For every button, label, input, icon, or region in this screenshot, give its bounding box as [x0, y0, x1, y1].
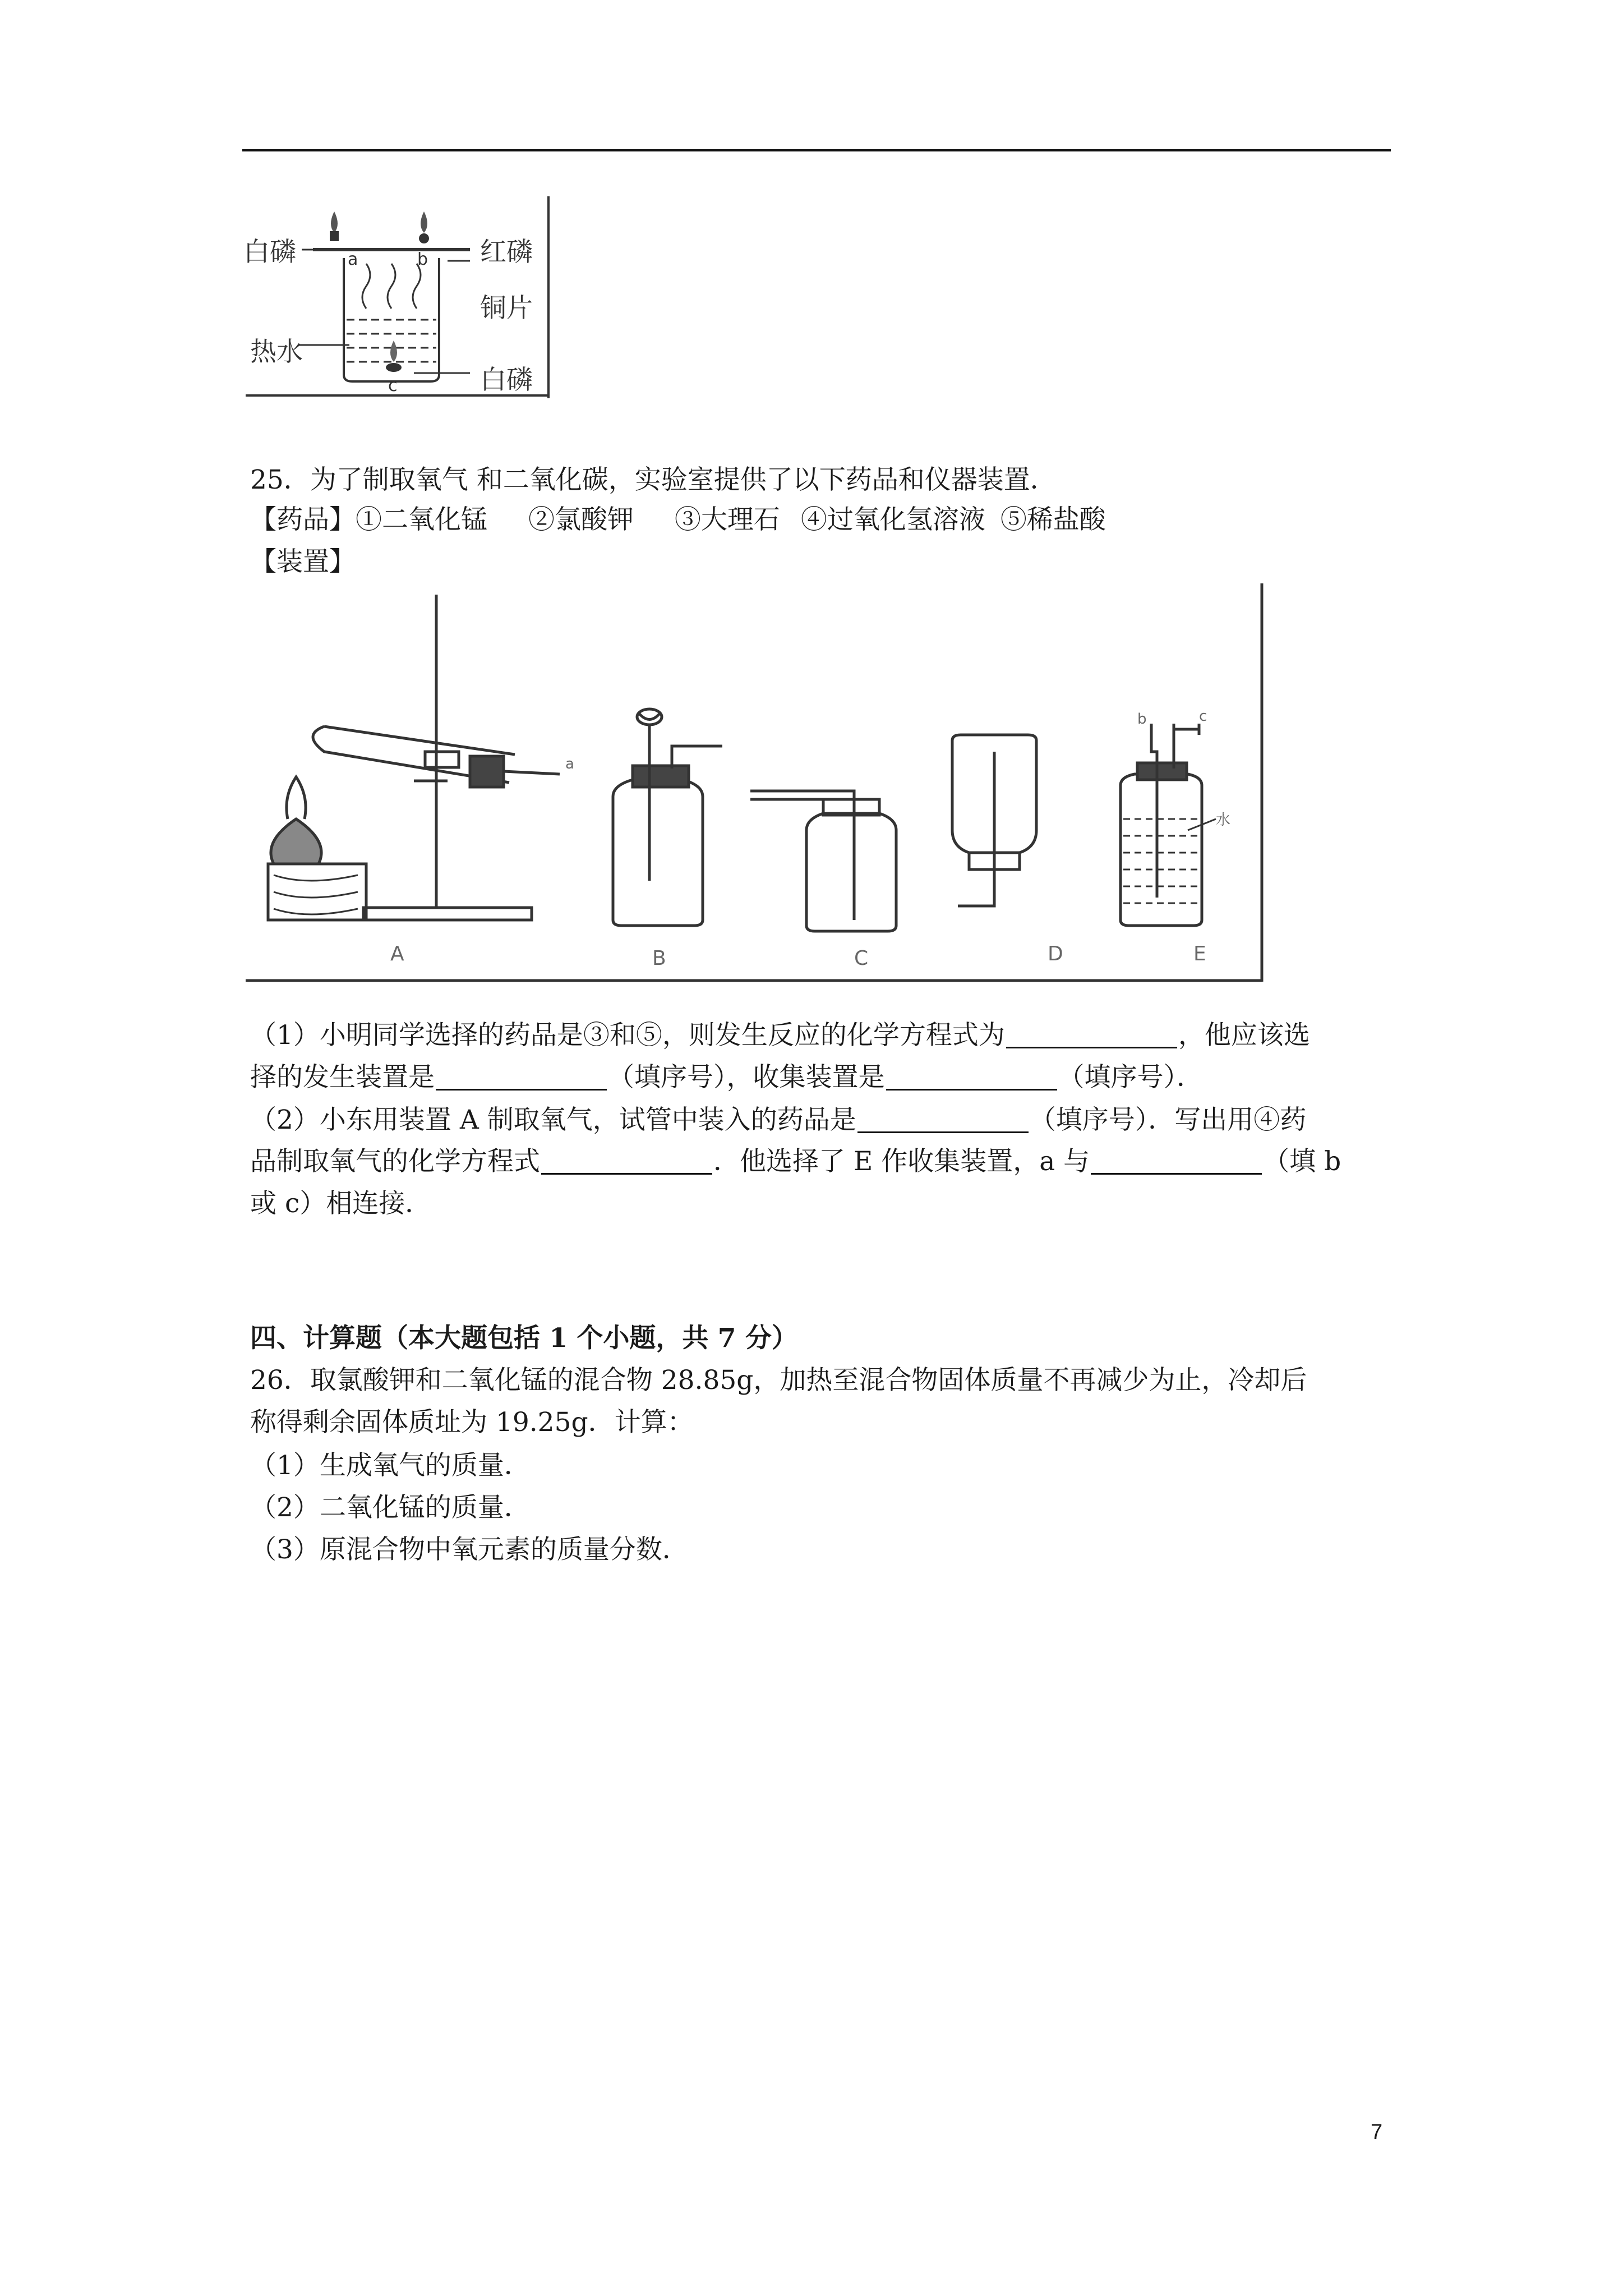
- label-white-phosphorus-bottom: 白磷: [480, 365, 533, 395]
- q25-drugs-line: [250, 504, 1106, 535]
- page-number: 7: [1371, 2120, 1383, 2144]
- label-copper-sheet: 铜片: [480, 293, 533, 324]
- answer-blank-generator[interactable]: [436, 1064, 607, 1091]
- label-white-phosphorus-top: 白磷: [243, 237, 296, 268]
- label-apparatus-d: D: [1048, 942, 1063, 965]
- q25-part2-text-c: 品制取氧气的化学方程式: [250, 1146, 540, 1177]
- phosphorus-combustion-figure: [243, 196, 551, 398]
- q25-part2-line1: [250, 1107, 1306, 1133]
- q25-part2-text-a: （2）小东用装置 A 制取氧气，试管中装入的药品是: [250, 1105, 856, 1135]
- q25-part1-line2: [250, 1064, 1203, 1091]
- label-tube-mark-a: a: [565, 756, 574, 772]
- q26-part3: （3）原混合物中氧元素的质量分数．: [250, 1534, 689, 1565]
- header-rule: [242, 149, 1391, 151]
- q25-part1-text-e: （填序号）．: [1058, 1062, 1203, 1093]
- drugs-title: 【药品】: [250, 504, 356, 535]
- label-apparatus-b: B: [652, 947, 666, 970]
- apparatus-title: 【装置】: [250, 546, 356, 577]
- drug-4: ④过氧化氢溶液: [800, 504, 985, 535]
- q25-part1-line1: [250, 1020, 1310, 1051]
- answer-blank-oxygen-equation[interactable]: [541, 1148, 712, 1175]
- q25-part2-text-b: （填序号）．写出用④药: [1029, 1105, 1307, 1135]
- section4-heading: 四、计算题（本大题包括 1 个小题，共 7 分）: [250, 1323, 798, 1354]
- q25-part2-text-e: （填 b: [1263, 1146, 1341, 1177]
- q26-line1: 26．取氯酸钾和二氧化锰的混合物 28.85g，加热至混合物固体质量不再减少为止，冷却后: [250, 1365, 1307, 1396]
- label-apparatus-c: C: [854, 947, 869, 970]
- q25-part2-line2: [250, 1148, 1341, 1175]
- answer-blank-connection[interactable]: [1091, 1148, 1262, 1175]
- q25-part1-text-a: （1）小明同学选择的药品是③和⑤，则发生反应的化学方程式为: [250, 1020, 1005, 1051]
- label-apparatus-a: A: [390, 942, 404, 965]
- q26-part2: （2）二氧化锰的质量．: [250, 1492, 531, 1523]
- answer-blank-equation[interactable]: [1006, 1022, 1177, 1048]
- q25-part1-text-b: ，他应该选: [1178, 1020, 1310, 1051]
- label-a: a: [348, 250, 358, 269]
- label-b: b: [417, 250, 428, 269]
- label-e-mark-c: c: [1199, 708, 1207, 725]
- q25-part2-line3: 或 c）相连接．: [250, 1188, 432, 1219]
- q25-stem: 25．为了制取氧气 和二氧化碳，实验室提供了以下药品和仪器装置．: [250, 464, 1057, 495]
- drug-3: ③大理石: [674, 504, 780, 535]
- q26-line2: 称得剩余固体质址为 19.25g．计算：: [250, 1407, 694, 1438]
- apparatus-figure: [246, 583, 1266, 985]
- answer-blank-collector[interactable]: [886, 1064, 1057, 1091]
- q25-part1-text-c: 择的发生装置是: [250, 1062, 435, 1093]
- q25-part2-text-d: ．他选择了 E 作收集装置，a 与: [713, 1146, 1090, 1177]
- q25-part1-text-d: （填序号），收集装置是: [608, 1062, 885, 1093]
- label-e-water: 水: [1216, 812, 1231, 829]
- label-hot-water: 热水: [250, 337, 303, 367]
- drug-5: ⑤稀盐酸: [1000, 504, 1106, 535]
- q26-part1: （1）生成氧气的质量．: [250, 1450, 531, 1481]
- apparatus-drawing: [246, 583, 1266, 985]
- drug-2: ②氯酸钾: [528, 504, 634, 535]
- label-c: c: [388, 376, 398, 395]
- label-red-phosphorus: 红磷: [480, 237, 533, 268]
- drug-1: ①二氧化锰: [356, 504, 487, 535]
- answer-blank-drug[interactable]: [857, 1107, 1029, 1133]
- label-e-mark-b: b: [1137, 711, 1147, 728]
- label-apparatus-e: E: [1193, 942, 1206, 965]
